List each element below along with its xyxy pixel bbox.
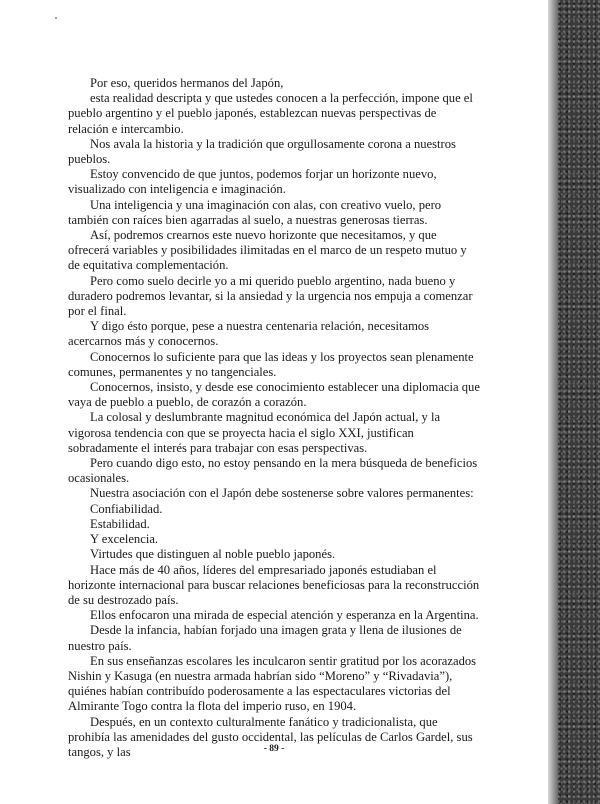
paragraph: Desde la infancia, habían forjado una imagen grata y llena de ilusiones de nuestro país. bbox=[68, 623, 462, 653]
paragraph: Confiabilidad. bbox=[90, 501, 163, 516]
scanned-page-edge bbox=[548, 0, 600, 804]
paragraph: Pero como suelo decirle yo a mi querido pueblo argentino, nada bueno y duradero podremos levantar, si la ansiedad y la urgencia nos empuja a comenzar por el final. bbox=[68, 273, 473, 319]
paragraph: La colosal y deslumbrante magnitud económica del Japón actual, y la vigorosa tendencia con que se proyecta hacia el siglo XXI, justifican sobradamente el interés para trabajar con esas perspectivas. bbox=[68, 410, 441, 455]
paragraph: Conocernos, insisto, y desde ese conocimiento establecer una diplomacia que vaya de pueblo a pueblo, de corazón a corazón. bbox=[68, 380, 480, 410]
paragraph: Conocernos lo suficiente para que las ideas y los proyectos sean plenamente comunes, permanentes y no tangenciales. bbox=[68, 349, 474, 379]
paragraph: Estabilidad. bbox=[90, 516, 150, 531]
body-text bbox=[68, 76, 480, 760]
paragraph: Ellos enfocaron una mirada de especial atención y esperanza en la Argentina. bbox=[90, 608, 479, 623]
paragraph: Virtudes que distinguen al noble pueblo japonés. bbox=[90, 547, 336, 562]
paragraph: Y digo ésto porque, pese a nuestra centenaria relación, necesitamos acercarnos más y conocernos. bbox=[68, 319, 430, 349]
paragraph: Nuestra asociación con el Japón debe sostenerse sobre valores permanentes: bbox=[90, 486, 474, 501]
paragraph: En sus enseñanzas escolares les inculcaron sentir gratitud por los acorazados Nishin y Kasuga (en nuestra armada habrían sido “Moreno” y “Rivadavia”), quiénes habían contribuído poderosamente a las espectaculares victorias del Almirante Togo contra la flota del imperio ruso, en 1904. bbox=[68, 653, 477, 714]
paragraph: Y excelencia. bbox=[90, 532, 159, 547]
page-number: - 89 - bbox=[263, 744, 285, 754]
paragraph: Estoy convencido de que juntos, podemos forjar un horizonte nuevo, visualizado con inteligencia e imaginación. bbox=[68, 167, 437, 197]
paragraph: Así, podremos crearnos este nuevo horizonte que necesitamos, y que ofrecerá variables y posibilidades ilimitadas en el marco de un respeto mutuo y de equitativa complementación. bbox=[68, 228, 467, 273]
speck-mark bbox=[55, 17, 57, 19]
paragraph: Por eso, queridos hermanos del Japón, bbox=[90, 76, 284, 90]
paragraph: Hace más de 40 años, líderes del empresariado japonés estudiaban el horizonte internacional para buscar relaciones beneficiosas para la reconstrucción de su destrozado país. bbox=[68, 562, 480, 607]
paragraph: Nos avala la historia y la tradición que orgullosamente corona a nuestros pueblos. bbox=[68, 136, 456, 167]
paragraph: Una inteligencia y una imaginación con alas, con creativo vuelo, pero también con raíces bien agarradas al suelo, a nuestras generosas tierras. bbox=[68, 197, 442, 227]
paragraph: Después, en un contexto culturalmente fanático y tradicionalista, que prohibía las amenidades del gusto occidental, las películas de Carlos Gardel, sus tangos, y las bbox=[68, 714, 473, 759]
paragraph: Pero cuando digo esto, no estoy pensando en la mera búsqueda de beneficios ocasionales. bbox=[68, 456, 478, 486]
paragraph: esta realidad descripta y que ustedes conocen a la perfección, impone que el pueblo argentino y el pueblo japonés, establezcan nuevas perspectivas de relación e intercambio. bbox=[68, 91, 473, 136]
